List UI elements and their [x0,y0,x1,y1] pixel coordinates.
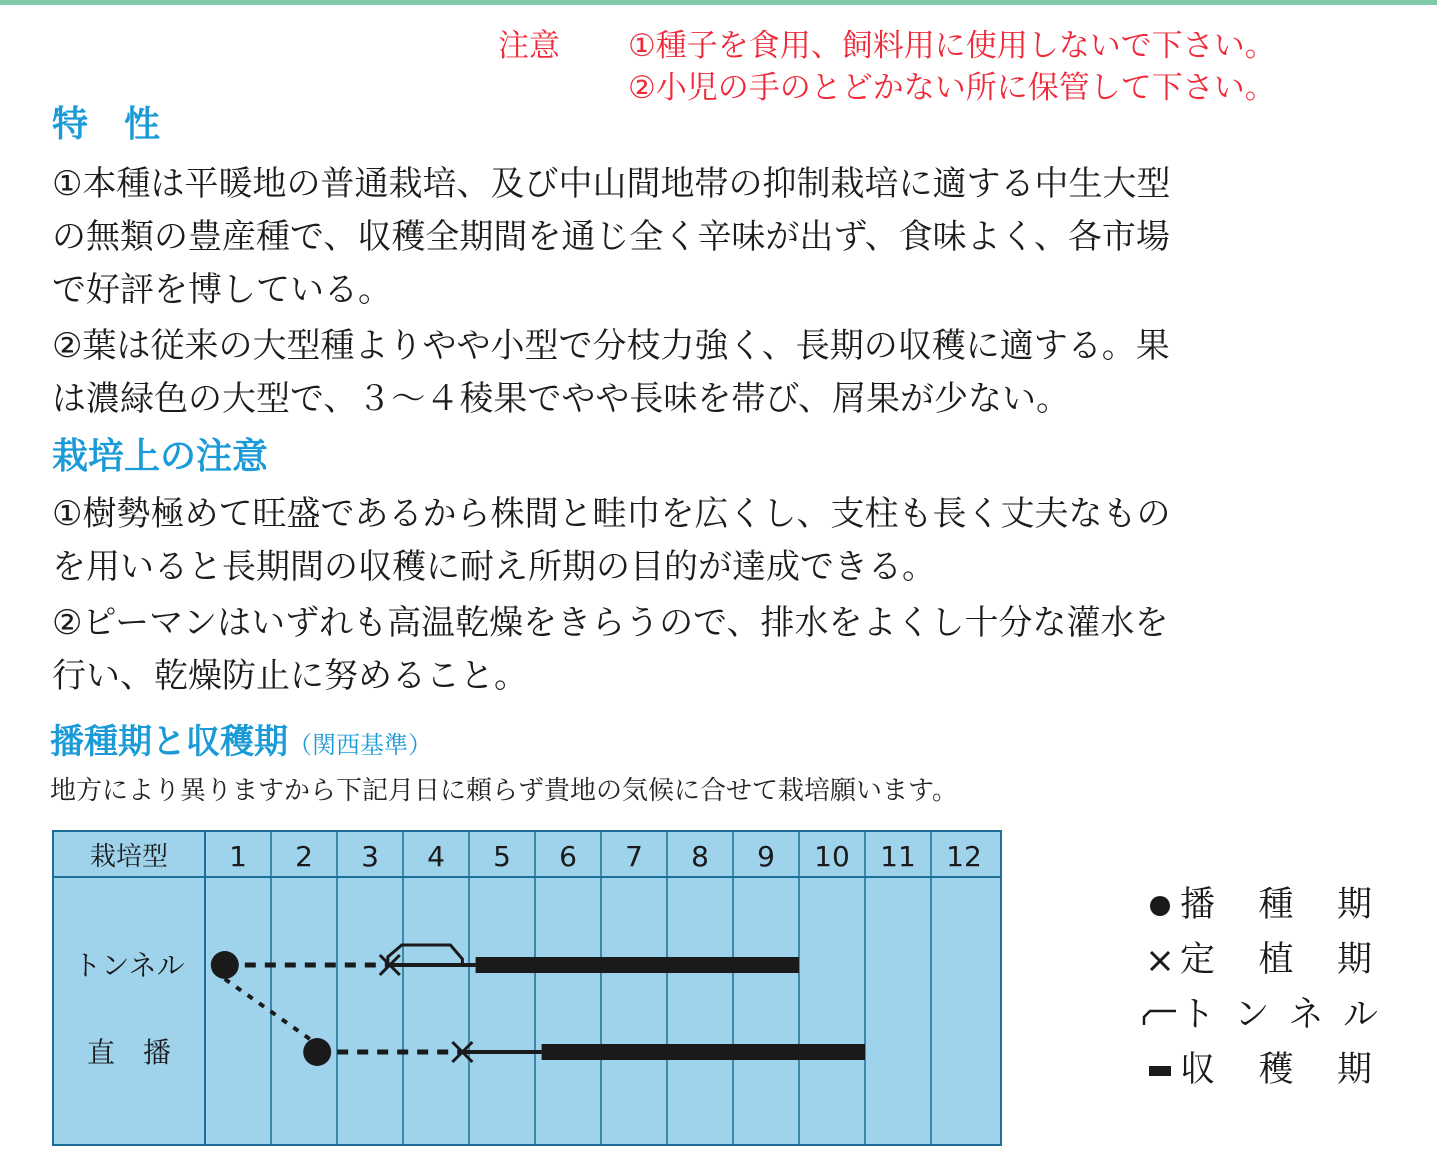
schedule-note: 地方により異りますから下記月日に頼らず貴地の気候に合せて栽培願います。 [50,776,958,806]
cultivation-line: 行い、乾燥防止に努めること。 [52,656,528,696]
legend-item-harvest: 収 穫 期 [1140,1043,1378,1098]
month-label: 4 [427,840,445,873]
bar-icon [1140,1058,1180,1084]
legend [1140,878,1378,1098]
features-line: ①本種は平暖地の普通栽培、及び中山間地帯の抑制栽培に適する中生大型 [52,164,1171,204]
month-label: 11 [880,840,916,873]
cultivation-line: ①樹勢極めて旺盛であるから株間と畦巾を広くし、支柱も長く丈夫なもの [52,494,1171,534]
top-border [0,0,1437,5]
sowing-dot [211,951,239,979]
tunnel-icon [1140,1003,1180,1029]
cultivation-line: を用いると長期間の収穫に耐え所期の目的が達成できる。 [52,547,936,587]
legend-item-tunnel: ト ン ネ ル [1140,988,1378,1043]
month-label: 6 [559,840,577,873]
month-label: 2 [295,840,313,873]
month-label: 3 [361,840,379,873]
month-label: 8 [691,840,709,873]
month-label: 1 [229,840,247,873]
sowing-dot [303,1038,331,1066]
month-label: 7 [625,840,643,873]
features-heading: 特 性 [52,104,161,145]
month-label: 5 [493,840,511,873]
features-line: の無類の豊産種で、収穫全期間を通じ全く辛味が出ず、食味よく、各市場 [52,217,1170,257]
cultivation-line: ②ピーマンはいずれも高温乾燥をきらうので、排水をよくし十分な灌水を [52,603,1169,643]
legend-item-transplant: 定 植 期 [1140,933,1378,988]
schedule-chart [52,830,1002,1146]
chart-background [53,831,1001,1145]
warning-item-1: ①種子を食用、飼料用に使用しないで下さい。 [628,28,1276,64]
cultivation-heading: 栽培上の注意 [52,436,269,477]
features-line: は濃緑色の大型で、３〜４稜果でやや長味を帯び、屑果が少ない。 [52,379,1070,419]
warning-label: 注意 [498,28,560,64]
circle-icon [1140,893,1180,919]
features-line: ②葉は従来の大型種よりやや小型で分枝力強く、長期の収穫に適する。果 [52,326,1170,366]
features-line: で好評を博している。 [52,270,392,310]
schedule-title: 播種期と収穫期 [50,722,288,762]
month-label: 12 [946,840,982,873]
warning-item-2: ②小児の手のとどかない所に保管して下さい。 [628,70,1276,106]
month-label: 10 [814,840,850,873]
row-label: トンネル [73,949,185,982]
harvest-bar [542,1044,865,1060]
cross-icon [1140,948,1180,974]
chart-header-label: 栽培型 [89,842,169,872]
harvest-bar [476,957,799,973]
schedule-sub: （関西基準） [288,731,432,759]
month-label: 9 [757,840,775,873]
legend-item-sowing: 播 種 期 [1140,878,1378,933]
schedule-heading [50,714,432,763]
row-label: 直 播 [86,1036,172,1069]
